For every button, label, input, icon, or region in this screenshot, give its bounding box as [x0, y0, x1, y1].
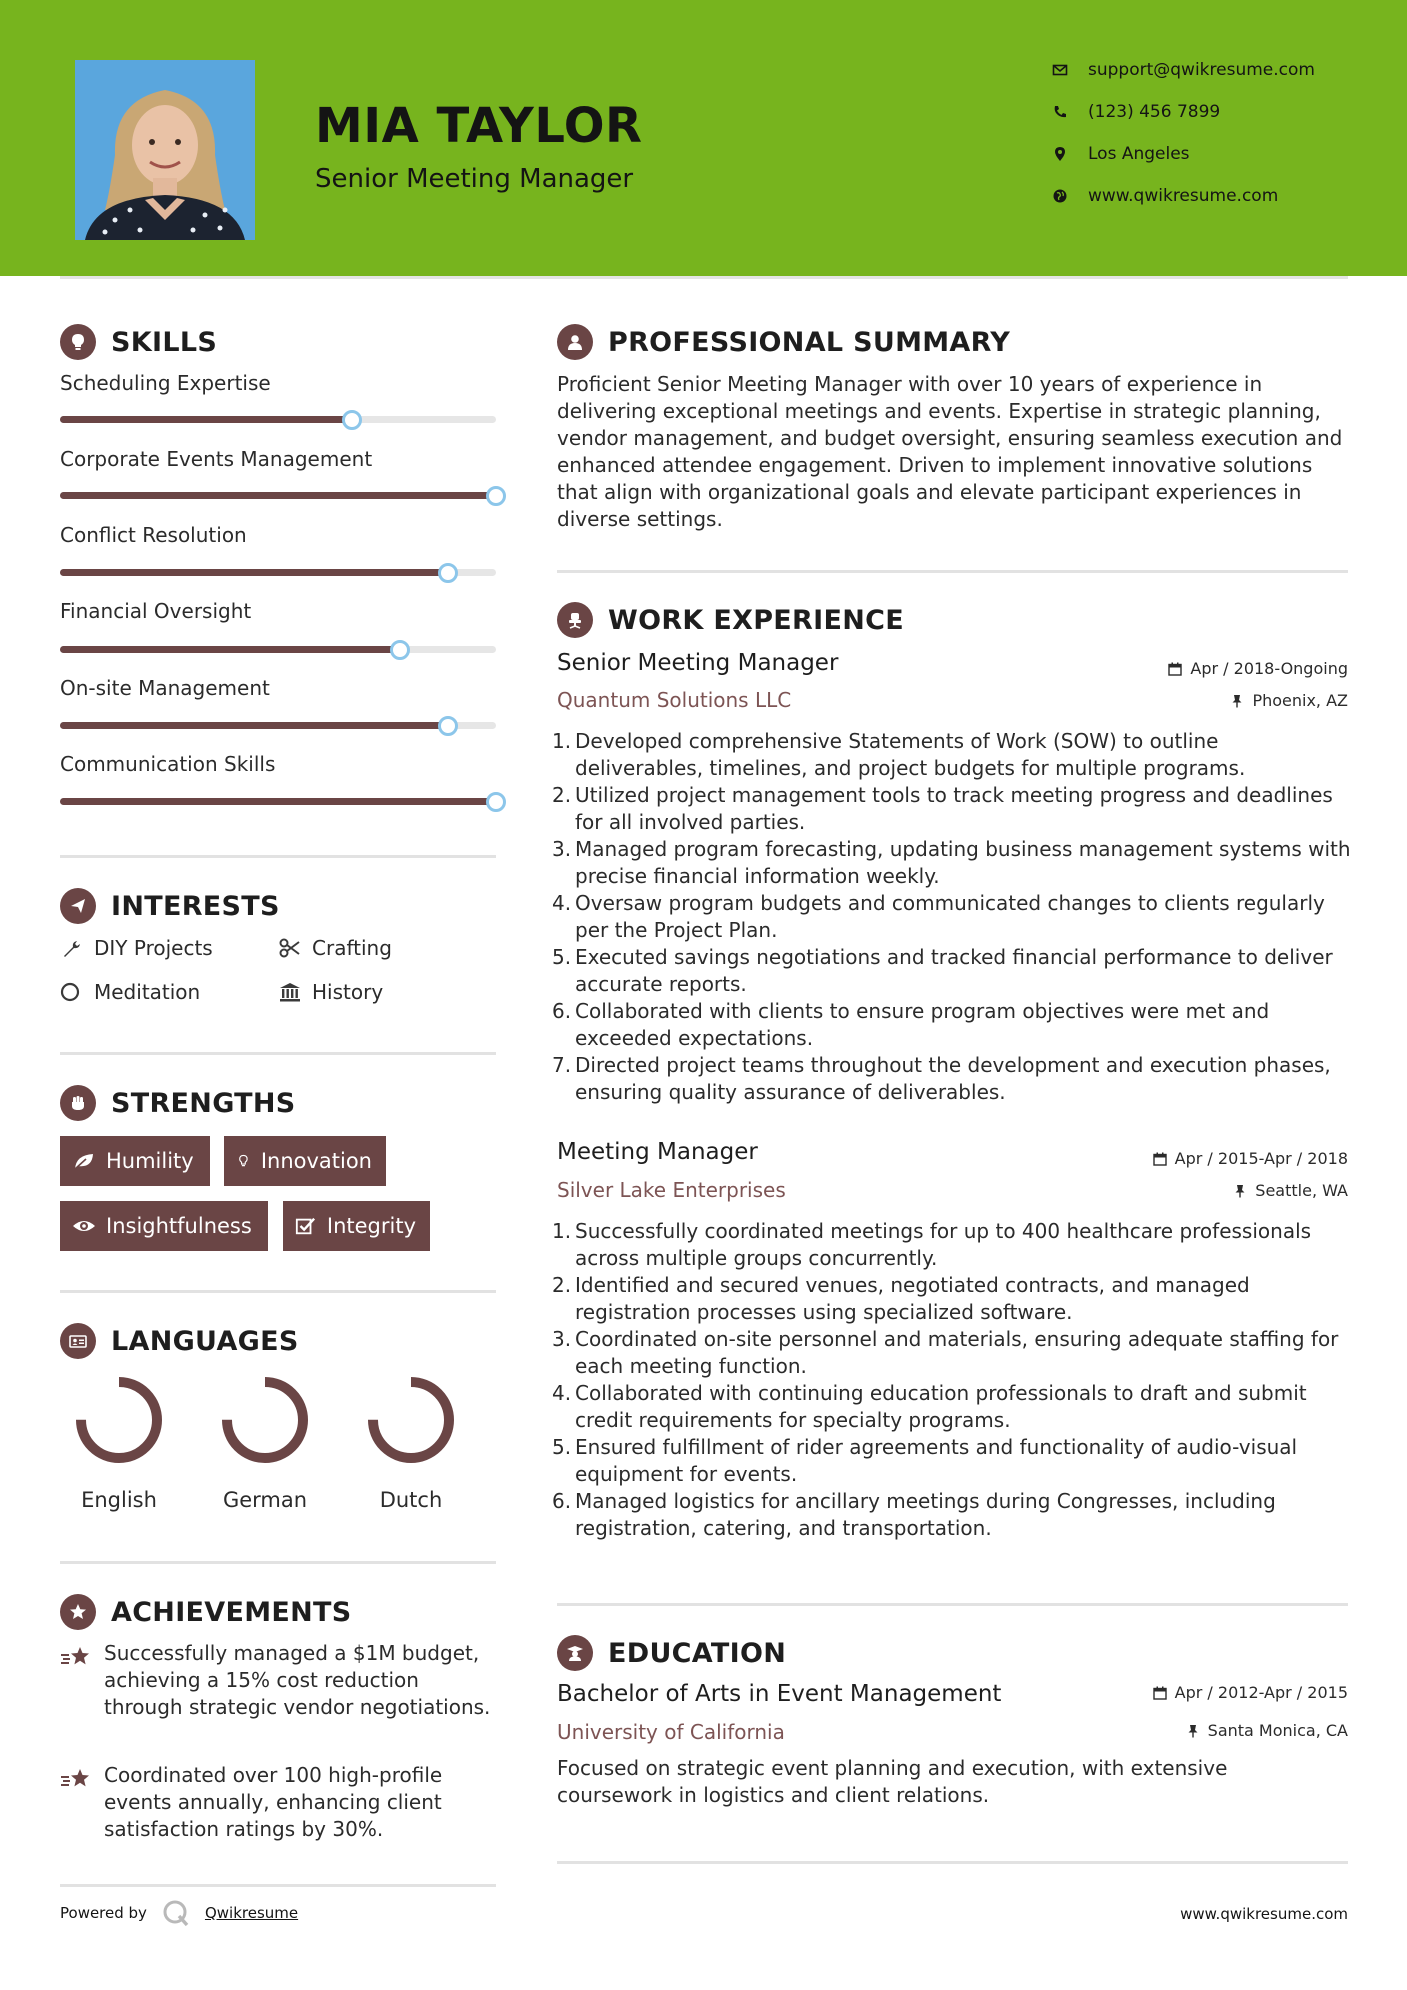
section-divider — [60, 1561, 496, 1564]
job-dates — [1153, 1149, 1348, 1168]
achievements-title: ACHIEVEMENTS — [111, 1596, 352, 1628]
skill-bar-knob — [486, 792, 506, 812]
job-position: Senior Meeting Manager — [557, 650, 839, 676]
education-dates-text: Apr / 2012-Apr / 2015 — [1174, 1683, 1348, 1702]
strength-label: Insightfulness — [106, 1214, 252, 1238]
footer-powered-by — [60, 1898, 298, 1928]
achievement-text: Successfully managed a $1M budget, achieving a 15% cost reduction through strategic vendor negotiations. — [104, 1641, 491, 1719]
contact-email[interactable] — [1052, 60, 1315, 80]
circle-icon — [60, 981, 84, 1003]
duty-item — [552, 1272, 1352, 1326]
skill-label: Corporate Events Management — [60, 447, 373, 471]
duty-number: 4. — [552, 1381, 572, 1405]
strength-badge — [60, 1136, 210, 1186]
duty-number: 6. — [552, 1489, 572, 1513]
summary-heading — [557, 324, 1010, 360]
user-icon — [557, 324, 593, 360]
header-divider — [60, 276, 1348, 279]
qwikresume-logo-icon — [161, 1898, 191, 1928]
contact-website-text: www.qwikresume.com — [1088, 186, 1279, 206]
powered-by-text: Powered by — [60, 1904, 147, 1922]
duty-number: 2. — [552, 783, 572, 807]
contact-phone[interactable] — [1052, 102, 1220, 122]
summary-title: PROFESSIONAL SUMMARY — [608, 326, 1011, 358]
duty-number: 6. — [552, 999, 572, 1023]
language-item — [200, 1372, 330, 1512]
interests-heading — [60, 888, 280, 924]
achievement-item — [60, 1762, 500, 1843]
duty-number: 3. — [552, 837, 572, 861]
duty-item — [552, 1380, 1352, 1434]
pushpin-icon — [1186, 1724, 1200, 1738]
achievement-text: Coordinated over 100 high-profile events annually, enhancing client satisfaction ratings by 30%. — [104, 1763, 443, 1841]
strengths-title: STRENGTHS — [111, 1087, 296, 1119]
skill-bar — [60, 416, 496, 423]
duty-text: Oversaw program budgets and communicated changes to clients regularly per the Project Plan. — [575, 891, 1325, 942]
duty-text: Managed program forecasting, updating business management systems with precise financial information weekly. — [575, 837, 1351, 888]
lightbulb-icon — [236, 1150, 251, 1172]
header-banner — [0, 0, 1407, 276]
duty-item — [552, 1052, 1352, 1106]
duty-item — [552, 1218, 1352, 1272]
duty-item — [552, 998, 1352, 1052]
summary-text: Proficient Senior Meeting Manager with over 10 years of experience in delivering exceptional meetings and events. Expertise in strategic planning, vendor management, and budget oversight, ensuring seamless execution and enhanced attendee engagement. Driven to implement innovative solutions that align with organizational goals and elevate participant experiences in diverse settings. — [557, 372, 1343, 531]
calendar-icon — [1153, 1686, 1167, 1700]
interest-item — [278, 980, 383, 1004]
skill-label: Financial Oversight — [60, 599, 252, 623]
language-ring — [71, 1372, 167, 1468]
wrench-icon — [60, 937, 84, 959]
contact-location-text: Los Angeles — [1088, 144, 1190, 164]
duty-text: Developed comprehensive Statements of Work (SOW) to outline deliverables, timelines, and project budgets for multiple programs. — [575, 729, 1246, 780]
skill-bar — [60, 569, 496, 576]
map-marker-icon — [1052, 146, 1068, 162]
job-title: Senior Meeting Manager — [315, 164, 634, 194]
interest-label: History — [312, 980, 384, 1004]
education-dates — [1153, 1683, 1348, 1702]
language-item — [54, 1372, 184, 1512]
job-location-text: Seattle, WA — [1255, 1181, 1348, 1200]
skill-bar-knob — [486, 486, 506, 506]
checkbox-icon — [295, 1215, 317, 1237]
education-title: EDUCATION — [608, 1637, 787, 1669]
star-icon — [60, 1766, 92, 1794]
calendar-icon — [1153, 1152, 1167, 1166]
education-heading — [557, 1635, 786, 1671]
envelope-icon — [1052, 62, 1068, 78]
duty-number: 7. — [552, 1053, 572, 1077]
star-badge-icon — [60, 1594, 96, 1630]
education-text: Focused on strategic event planning and execution, with extensive coursework in logistics and client relations. — [557, 1756, 1228, 1807]
duty-text: Successfully coordinated meetings for up to 400 healthcare professionals across multiple groups concurrently. — [575, 1219, 1312, 1270]
job-position: Meeting Manager — [557, 1139, 758, 1165]
job-location — [1230, 691, 1348, 710]
office-chair-icon — [557, 602, 593, 638]
languages-title: LANGUAGES — [111, 1325, 299, 1357]
duty-number: 1. — [552, 1219, 572, 1243]
job-company: Silver Lake Enterprises — [557, 1178, 786, 1202]
contact-location — [1052, 144, 1190, 164]
duty-item — [552, 944, 1352, 998]
interest-item — [60, 936, 213, 960]
skill-label: Conflict Resolution — [60, 523, 247, 547]
duty-text: Managed logistics for ancillary meetings during Congresses, including registration, catering, and transportation. — [575, 1489, 1276, 1540]
fist-icon — [60, 1085, 96, 1121]
skills-heading — [60, 324, 217, 360]
achievement-item — [60, 1640, 500, 1721]
job-location-text: Phoenix, AZ — [1252, 691, 1348, 710]
duty-number: 1. — [552, 729, 572, 753]
strength-label: Innovation — [260, 1149, 372, 1173]
skill-bar-fill — [60, 798, 496, 805]
education-location-text: Santa Monica, CA — [1207, 1721, 1348, 1740]
interest-item — [60, 980, 200, 1004]
job-company: Quantum Solutions LLC — [557, 688, 792, 712]
scissors-icon — [278, 937, 302, 959]
skill-bar-knob — [342, 410, 362, 430]
section-divider — [557, 1861, 1348, 1864]
duty-item — [552, 836, 1352, 890]
skill-bar-fill — [60, 646, 400, 653]
profile-photo — [75, 60, 255, 240]
skill-bar — [60, 722, 496, 729]
interest-label: Crafting — [312, 936, 392, 960]
skill-bar-knob — [390, 640, 410, 660]
skills-title: SKILLS — [111, 326, 218, 358]
section-divider — [60, 855, 496, 858]
qwikresume-link[interactable]: Qwikresume — [204, 1904, 299, 1922]
language-ring — [217, 1372, 313, 1468]
skill-bar-knob — [438, 716, 458, 736]
language-ring — [363, 1372, 459, 1468]
job-duties-list — [552, 1218, 1352, 1542]
language-label: English — [81, 1488, 157, 1512]
skill-bar — [60, 492, 496, 499]
duty-text: Identified and secured venues, negotiated contracts, and managed registration processes using specialized software. — [575, 1273, 1250, 1324]
job-duties-list — [552, 728, 1352, 1106]
duty-item — [552, 728, 1352, 782]
duty-text: Executed savings negotiations and tracked financial performance to deliver accurate reports. — [575, 945, 1333, 996]
duty-text: Directed project teams throughout the development and execution phases, ensuring quality assurance of deliverables. — [575, 1053, 1331, 1104]
interest-item — [278, 936, 392, 960]
graduate-icon — [557, 1635, 593, 1671]
eye-icon — [72, 1215, 96, 1237]
interests-title: INTERESTS — [111, 890, 280, 922]
experience-title: WORK EXPERIENCE — [608, 604, 904, 636]
globe-icon — [1052, 188, 1068, 204]
school-name: University of California — [557, 1720, 785, 1744]
bank-icon — [278, 981, 302, 1003]
pushpin-icon — [1233, 1184, 1247, 1198]
contact-email-text: support@qwikresume.com — [1088, 60, 1315, 80]
duty-text: Collaborated with continuing education professionals to draft and submit credit requirements for specialty programs. — [575, 1381, 1307, 1432]
id-card-icon — [60, 1323, 96, 1359]
duty-item — [552, 890, 1352, 944]
person-name: MIA TAYLOR — [315, 98, 643, 154]
strength-badge — [283, 1201, 430, 1251]
calendar-icon — [1168, 662, 1182, 676]
duty-number: 3. — [552, 1327, 572, 1351]
duty-text: Ensured fulfillment of rider agreements and functionality of audio-visual equipment for events. — [575, 1435, 1298, 1486]
profile-photo-image — [75, 60, 255, 240]
leaf-icon — [72, 1150, 96, 1172]
star-icon — [60, 1644, 92, 1672]
language-item — [346, 1372, 476, 1512]
duty-number: 2. — [552, 1273, 572, 1297]
skill-label: Communication Skills — [60, 752, 276, 776]
duty-text: Utilized project management tools to track meeting progress and deadlines for all involved parties. — [575, 783, 1333, 834]
skill-bar-fill — [60, 492, 496, 499]
contact-website[interactable] — [1052, 186, 1278, 206]
skill-label: Scheduling Expertise — [60, 371, 271, 395]
skill-bar-knob — [438, 563, 458, 583]
footer-website[interactable]: www.qwikresume.com — [1180, 1905, 1348, 1923]
duty-number: 5. — [552, 1435, 572, 1459]
strength-badge — [224, 1136, 386, 1186]
duty-item — [552, 1488, 1352, 1542]
strengths-heading — [60, 1085, 296, 1121]
achievements-heading — [60, 1594, 352, 1630]
duty-item — [552, 782, 1352, 836]
lightbulb-icon — [60, 324, 96, 360]
duty-number: 5. — [552, 945, 572, 969]
duty-text: Collaborated with clients to ensure program objectives were met and exceeded expectations. — [575, 999, 1270, 1050]
interest-label: Meditation — [94, 980, 201, 1004]
education-location — [1186, 1721, 1348, 1740]
language-label: German — [222, 1488, 308, 1512]
language-label: Dutch — [379, 1488, 443, 1512]
skill-label: On-site Management — [60, 676, 270, 700]
section-divider — [60, 1884, 496, 1887]
section-divider — [557, 1603, 1348, 1606]
skill-bar — [60, 798, 496, 805]
job-dates-text: Apr / 2018-Ongoing — [1190, 659, 1348, 678]
pushpin-icon — [1230, 694, 1244, 708]
job-dates — [1168, 659, 1348, 678]
job-dates-text: Apr / 2015-Apr / 2018 — [1174, 1149, 1348, 1168]
strength-label: Humility — [106, 1149, 194, 1173]
interest-label: DIY Projects — [94, 936, 213, 960]
section-divider — [60, 1052, 496, 1055]
languages-heading — [60, 1323, 299, 1359]
job-location — [1233, 1181, 1348, 1200]
duty-text: Coordinated on-site personnel and materials, ensuring adequate staffing for each meeting function. — [575, 1327, 1339, 1378]
section-divider — [60, 1290, 496, 1293]
duty-item — [552, 1326, 1352, 1380]
strength-label: Integrity — [326, 1214, 416, 1238]
paper-plane-icon — [60, 888, 96, 924]
phone-icon — [1052, 104, 1068, 120]
skill-bar-fill — [60, 569, 448, 576]
strength-badge — [60, 1201, 268, 1251]
degree-title: Bachelor of Arts in Event Management — [557, 1681, 1002, 1707]
contact-phone-text: (123) 456 7899 — [1088, 102, 1221, 122]
section-divider — [557, 570, 1348, 573]
skill-bar-fill — [60, 416, 352, 423]
duty-number: 4. — [552, 891, 572, 915]
skill-bar-fill — [60, 722, 448, 729]
experience-heading — [557, 602, 904, 638]
skill-bar — [60, 646, 496, 653]
duty-item — [552, 1434, 1352, 1488]
